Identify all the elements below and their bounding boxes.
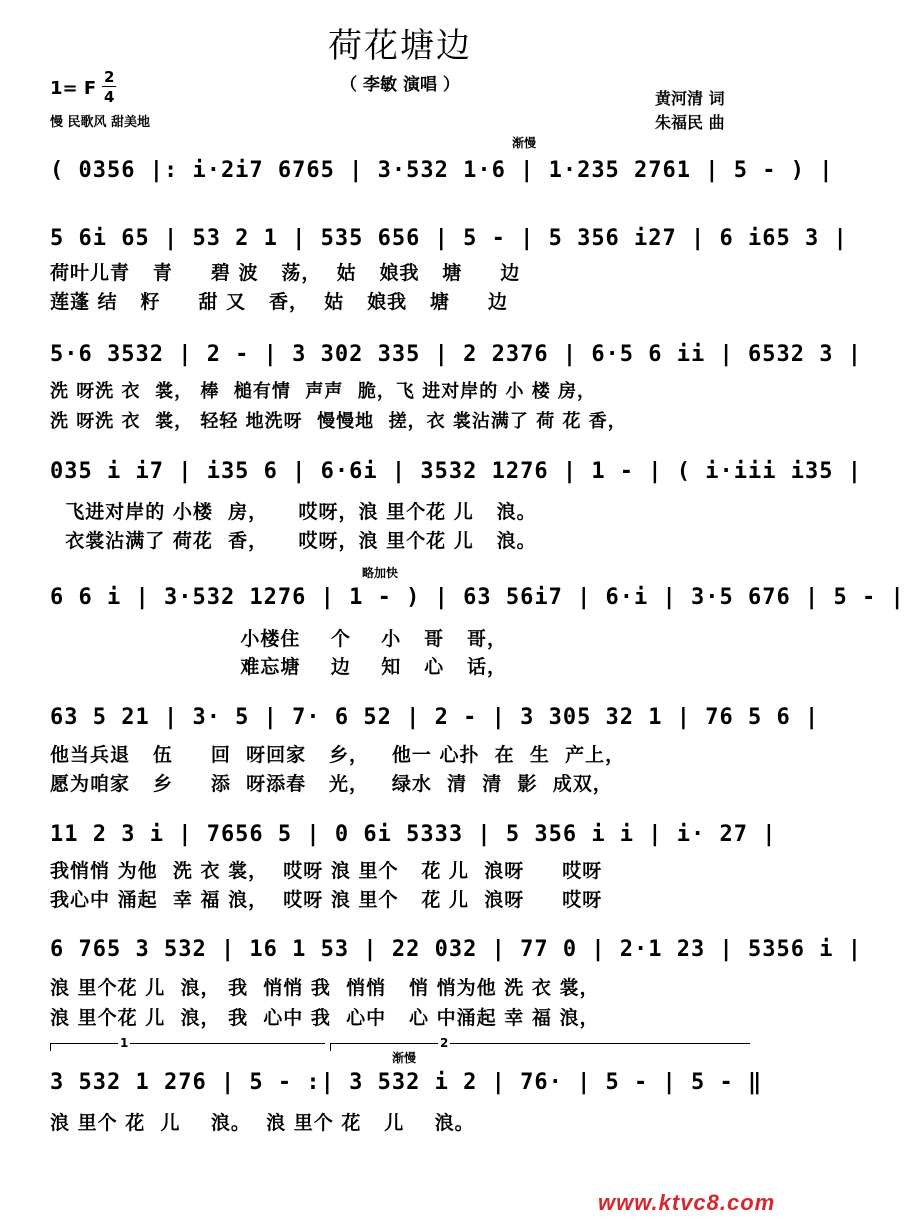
- score-row-7: 11 2 3 i | 7656 5 | 0 6i 5333 | 5 356 i i | i· 27 |: [50, 822, 777, 847]
- lyric-row-2-verse-1: 荷叶儿青 青 碧 波 荡， 姑 娘我 塘 边: [50, 262, 521, 284]
- score-row-3: 5·6 3532 | 2 - | 3 302 335 | 2 2376 | 6·5 6 ii | 6532 3 |: [50, 342, 862, 367]
- score-row-8: 6 765 3 532 | 16 1 53 | 22 032 | 77 0 | 2·1 23 | 5356 i |: [50, 937, 862, 962]
- lyric-row-6-verse-2: 愿为咱家 乡 添 呀添春 光， 绿水 清 清 影 成双，: [50, 773, 613, 795]
- score-row-5: 6 6 i | 3·532 1276 | 1 - ) | 63 56i7 | 6·i | 3·5 676 | 5 - |: [50, 585, 905, 610]
- score-row-4: 035 i i7 | i35 6 | 6·6i | 3532 1276 | 1 - | ( i·iii i35 |: [50, 459, 862, 484]
- volta-bracket-1-end: [50, 1043, 51, 1051]
- lyricist-credit: 黄河清 词: [655, 89, 725, 108]
- lyric-row-5-verse-2: 难忘塘 边 知 心 话，: [50, 656, 507, 678]
- volta-bracket-1: [50, 1043, 325, 1044]
- key-signature: 1= F: [50, 78, 97, 99]
- volta-number-2: 2: [440, 1036, 449, 1050]
- time-signature-bottom: 4: [104, 88, 115, 106]
- volta-bracket-2: [330, 1043, 750, 1044]
- lyric-row-7-verse-2: 我心中 涌起 幸 福 浪， 哎呀 浪 里个 花 儿 浪呀 哎呀: [50, 889, 603, 911]
- lyric-row-3-verse-2: 洗 呀洗 衣 裳， 轻轻 地洗呀 慢慢地 搓，衣 裳沾满了 荷 花 香，: [50, 411, 627, 432]
- tempo-mark-ritardando-2: 渐慢: [392, 1051, 417, 1065]
- tempo-mark-ritardando: 渐慢: [512, 136, 537, 150]
- score-row-6: 63 5 21 | 3· 5 | 7· 6 52 | 2 - | 3 305 32 1 | 76 5 6 |: [50, 705, 820, 730]
- site-watermark: www.ktvc8.com: [598, 1190, 776, 1215]
- lyric-row-8-verse-2: 浪 里个花 儿 浪， 我 心中 我 心中 心 中涌起 幸 福 浪，: [50, 1007, 600, 1029]
- song-title: 荷花塘边: [328, 26, 472, 66]
- time-signature-divider: [102, 86, 116, 87]
- composer-credit: 朱福民 曲: [655, 113, 725, 132]
- lyric-row-4-verse-2: 衣裳沾满了 荷花 香， 哎呀，浪 里个花 儿 浪。: [50, 530, 537, 552]
- lyric-row-2-verse-2: 莲蓬 结 籽 甜 又 香， 姑 娘我 塘 边: [50, 291, 508, 313]
- tempo-style: 慢 民歌风 甜美地: [50, 115, 151, 130]
- lyric-row-8-verse-1: 浪 里个花 儿 浪， 我 悄悄 我 悄悄 悄 悄为他 洗 衣 裳，: [50, 977, 600, 999]
- lyric-row-3-verse-1: 洗 呀洗 衣 裳， 棒 槌有情 声声 脆，飞 进对岸的 小 楼 房，: [50, 381, 596, 402]
- lyric-row-6-verse-1: 他当兵退 伍 回 呀回家 乡， 他一 心扑 在 生 产上，: [50, 744, 626, 766]
- lyric-row-5-verse-1: 小楼住 个 小 哥 哥，: [50, 628, 507, 650]
- score-row-2: 5 6i 65 | 53 2 1 | 535 656 | 5 - | 5 356 i27 | 6 i65 3 |: [50, 226, 848, 251]
- score-row-9: 3 532 1 276 | 5 - :| 3 532 i 2 | 76· | 5 - | 5 - ‖: [50, 1070, 763, 1095]
- score-row-1: ( 0356 |: i·2i7 6765 | 3·532 1·6 | 1·235 2761 | 5 - ) |: [50, 158, 834, 183]
- lyric-row-9: 浪 里个 花 儿 浪。 浪 里个 花 儿 浪。: [50, 1112, 475, 1134]
- lyric-row-4-verse-1: 飞进对岸的 小楼 房， 哎呀，浪 里个花 儿 浪。: [50, 501, 537, 523]
- time-signature-top: 2: [104, 68, 115, 86]
- lyric-row-7-verse-1: 我悄悄 为他 洗 衣 裳， 哎呀 浪 里个 花 儿 浪呀 哎呀: [50, 860, 603, 882]
- volta-bracket-2-end: [330, 1043, 331, 1051]
- volta-number-1: 1: [120, 1036, 129, 1050]
- performer-credit: （ 李敏 演唱 ）: [340, 75, 460, 95]
- tempo-mark-accelerando: 略加快: [362, 566, 399, 580]
